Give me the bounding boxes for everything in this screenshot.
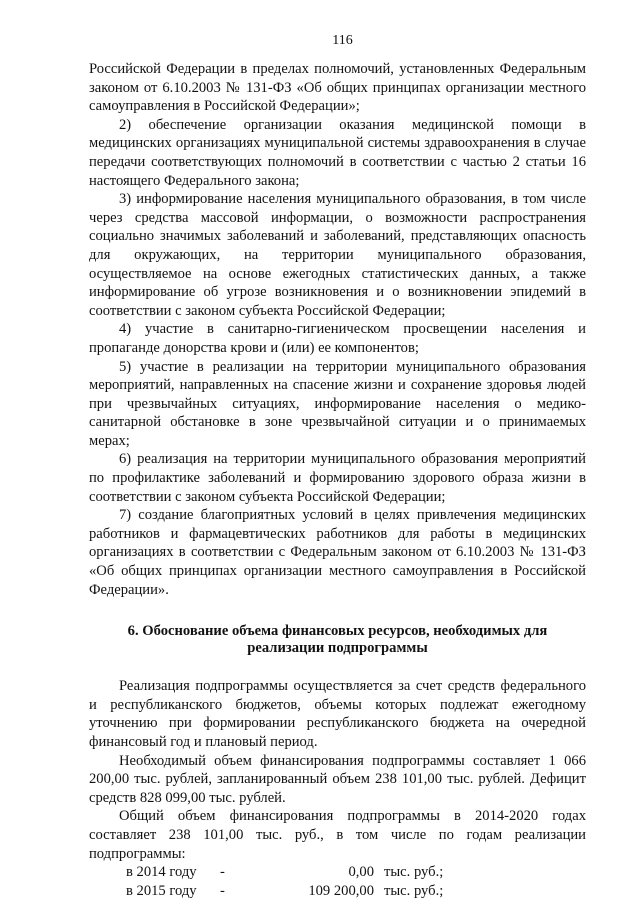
funding-dash: - xyxy=(220,864,225,881)
funding-year: в 2014 году xyxy=(126,864,197,881)
section-heading: 6. Обоснование объема финансовых ресурсов, необходимых для реализации подпрограммы xyxy=(127,623,548,657)
funding-amount: 0,00 xyxy=(348,864,374,881)
funding-unit: тыс. руб.; xyxy=(384,883,444,900)
list-item: 6) реализация на территории муниципального образования мероприятий по профилактике заболеваний и формированию здорового образа жизни в соответствии с законом субъекта Российской Федерации; xyxy=(89,451,586,505)
section-paragraph: Необходимый объем финансирования подпрограммы составляет 1 066 200,00 тыс. рублей, запланированный объем 238 101,00 тыс. рублей. Дефицит средств 828 099,00 тыс. рублей. xyxy=(89,752,586,806)
list-item: 4) участие в санитарно-гигиеническом просвещении населения и пропаганде донорства крови и (или) ее компонентов; xyxy=(89,321,586,356)
continuation-paragraph: Российской Федерации в пределах полномочий, установленных Федеральным законом от 6.10.2003 № 131-ФЗ «Об общих принципах организации местного самоуправления в Российской Федерации»; xyxy=(89,61,586,115)
funding-amount: 109 200,00 xyxy=(308,883,374,900)
section-paragraph: Общий объем финансирования подпрограммы в 2014-2020 годах составляет 238 101,00 тыс. руб., в том числе по годам реализации подпрограммы: xyxy=(89,808,586,862)
funding-unit: тыс. руб.; xyxy=(384,864,444,881)
document-page xyxy=(89,32,586,901)
funding-row xyxy=(89,882,586,901)
page-number: 116 xyxy=(332,33,353,48)
funding-dash: - xyxy=(220,883,225,900)
list-item: 3) информирование населения муниципального образования, в том числе через средства массовой информации, о возможности распространения социально значимых заболеваний и заболеваний, представляющих опасность для окружающих, на территории муниципального образования, осуществляемое на основе ежегодных статистических данных, а также информирование об угрозе возникновения и о возникновении эпидемий в соответствии с законом субъекта Российской Федерации; xyxy=(89,191,586,319)
section-paragraph: Реализация подпрограммы осуществляется за счет средств федерального и республиканского бюджетов, объемы которых подлежат ежегодному уточнению при формировании республиканского бюджета на очередной финансовый год и плановый период. xyxy=(89,678,586,750)
responsibilities-list xyxy=(89,116,586,599)
list-item: 2) обеспечение организации оказания медицинской помощи в медицинских организациях муниципальной системы здравоохранения в случае передачи соответствующих полномочий в соответствии с частью 2 статьи 16 настоящего Федерального закона; xyxy=(89,116,586,189)
funding-by-year-list xyxy=(89,863,586,901)
funding-year: в 2015 году xyxy=(126,883,197,900)
list-item: 7) создание благоприятных условий в целях привлечения медицинских работников и фармацевтических работников для работы в медицинских организациях в соответствии с Федеральным законом от 6.10.2003 № 131-ФЗ «Об общих принципах организации местного самоуправления в Российской Федерации». xyxy=(89,507,586,598)
list-item: 5) участие в реализации на территории муниципального образования мероприятий, направленных на спасение жизни и сохранение здоровья людей при чрезвычайных ситуациях, информирование населения о медико-санитарной обстановке в зоне чрезвычайной ситуации и о принимаемых мерах; xyxy=(89,358,586,449)
funding-row xyxy=(89,863,586,882)
